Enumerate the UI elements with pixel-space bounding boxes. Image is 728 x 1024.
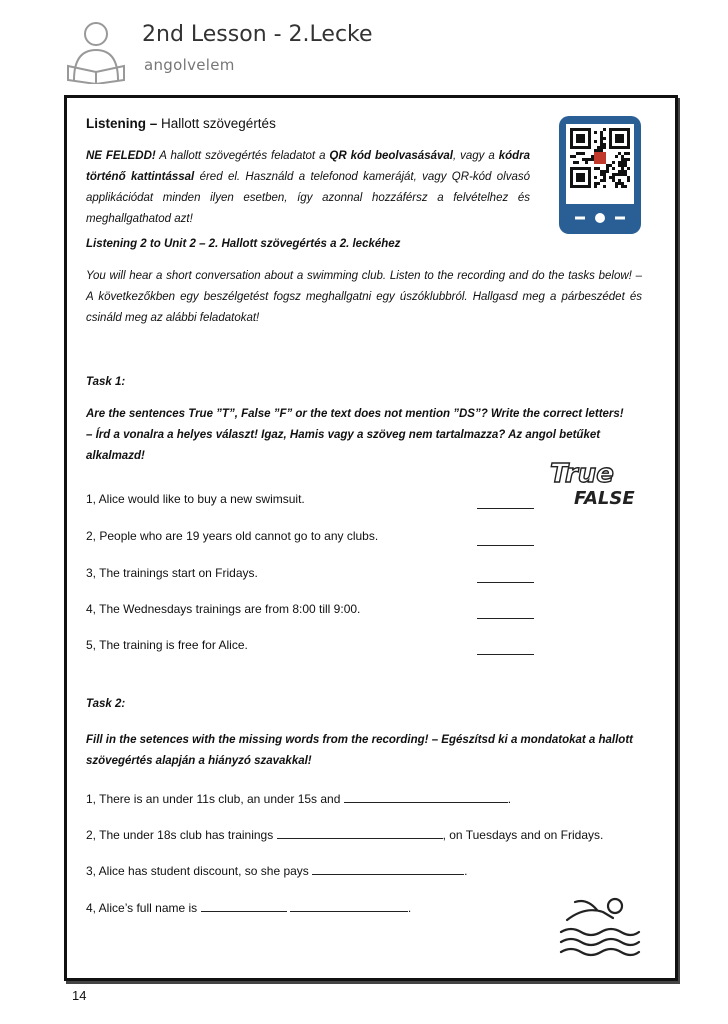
fill-sentence <box>86 864 468 878</box>
fill-blank[interactable] <box>290 901 408 912</box>
task1-item: 1, Alice would like to buy a new swimsuit. <box>86 492 305 506</box>
fill-sentence <box>86 901 411 915</box>
task2-title: Task 2: <box>86 698 126 710</box>
false-graphic-text: FALSE <box>574 488 635 509</box>
fill-text-before: 1, There is an under 11s club, an under 15s and <box>86 792 341 806</box>
task1-item: 5, The training is free for Alice. <box>86 638 248 652</box>
task1-item: 2, People who are 19 years old cannot go to any clubs. <box>86 529 379 543</box>
swimmer-icon <box>557 888 641 960</box>
reminder-bold-2: kódra történő kattintással <box>86 150 531 183</box>
fill-text-before: 3, Alice has student discount, so she pays <box>86 864 309 878</box>
qr-phone-icon[interactable] <box>557 114 643 236</box>
brand-name: angolvelem <box>144 56 235 74</box>
fill-blank[interactable] <box>201 901 287 912</box>
task1-instruction-en: Are the sentences True ”T”, False ”F” or the text does not mention ”DS”? Write the correct letters! <box>86 408 624 420</box>
reminder-lead: NE FELEDD! <box>86 150 156 162</box>
answer-blank[interactable] <box>477 642 534 655</box>
lesson-title: 2nd Lesson - 2.Lecke <box>142 22 373 47</box>
reminder-text-1: A hallott szövegértés feladatot a <box>155 150 330 162</box>
fill-sentence <box>86 828 603 842</box>
reminder-text-2: , vagy a <box>452 150 499 162</box>
reader-icon <box>62 20 130 84</box>
task2-instruction-en: Fill in the setences with the missing words from the recording! <box>86 734 429 746</box>
answer-blank[interactable] <box>477 496 534 509</box>
fill-sentence <box>86 792 511 806</box>
fill-text-after: . <box>407 901 412 915</box>
fill-blank[interactable] <box>312 864 464 875</box>
section-title-rest: Hallott szövegértés <box>157 116 276 131</box>
fill-text-after: , on Tuesdays and on Fridays. <box>442 828 604 842</box>
reminder-bold-1: QR kód beolvasásával <box>329 150 453 162</box>
answer-blank[interactable] <box>477 570 534 583</box>
task2-instruction-hu: – Egészítsd ki a mondatokat a hallott szövegértés alapján a hiányzó szavakkal! <box>86 734 633 767</box>
task1-item: 4, The Wednesdays trainings are from 8:00 till 9:00. <box>86 602 361 616</box>
fill-blank[interactable] <box>344 792 508 803</box>
answer-blank[interactable] <box>477 533 534 546</box>
listening-intro: You will hear a short conversation about a swimming club. Listen to the recording and do the tasks below! – A következőkben egy beszélgetést fogsz meghallgatni egy úszóklubbról. Hallgasd meg a párbeszédet és csináld meg az alábbi feladatokat! <box>86 270 642 324</box>
fill-text-after: . <box>464 864 468 878</box>
section-title-bold: Listening – <box>86 116 158 131</box>
task1-item: 3, The trainings start on Fridays. <box>86 566 258 580</box>
fill-text-before: 4, Alice’s full name is <box>86 901 198 915</box>
task1-instruction-hu: – Írd a vonalra a helyes választ! Igaz, Hamis vagy a szöveg nem tartalmazza? Az angol betűket alkalmazd! <box>86 429 601 462</box>
true-graphic-text: True <box>550 459 614 489</box>
qr-reminder <box>86 146 530 230</box>
task2-instruction <box>86 730 642 772</box>
listening-subtitle: Listening 2 to Unit 2 – 2. Hallott szövegértés a 2. leckéhez <box>86 238 401 250</box>
answer-blank[interactable] <box>477 606 534 619</box>
reminder-text-3: éred el. Használd a telefonod kameráját, vagy QR-kód olvasó applikációdat minden ilyen esetben, így azonnal hozzáférsz a felvételhez és meghallgathatod azt! <box>86 171 531 225</box>
true-false-icon <box>546 454 642 510</box>
fill-blank[interactable] <box>277 828 443 839</box>
page-number: 14 <box>72 988 87 1003</box>
section-title <box>86 116 276 131</box>
task1-title: Task 1: <box>86 376 126 388</box>
fill-text-before: 2, The under 18s club has trainings <box>86 828 274 842</box>
fill-text-after: . <box>507 792 512 806</box>
